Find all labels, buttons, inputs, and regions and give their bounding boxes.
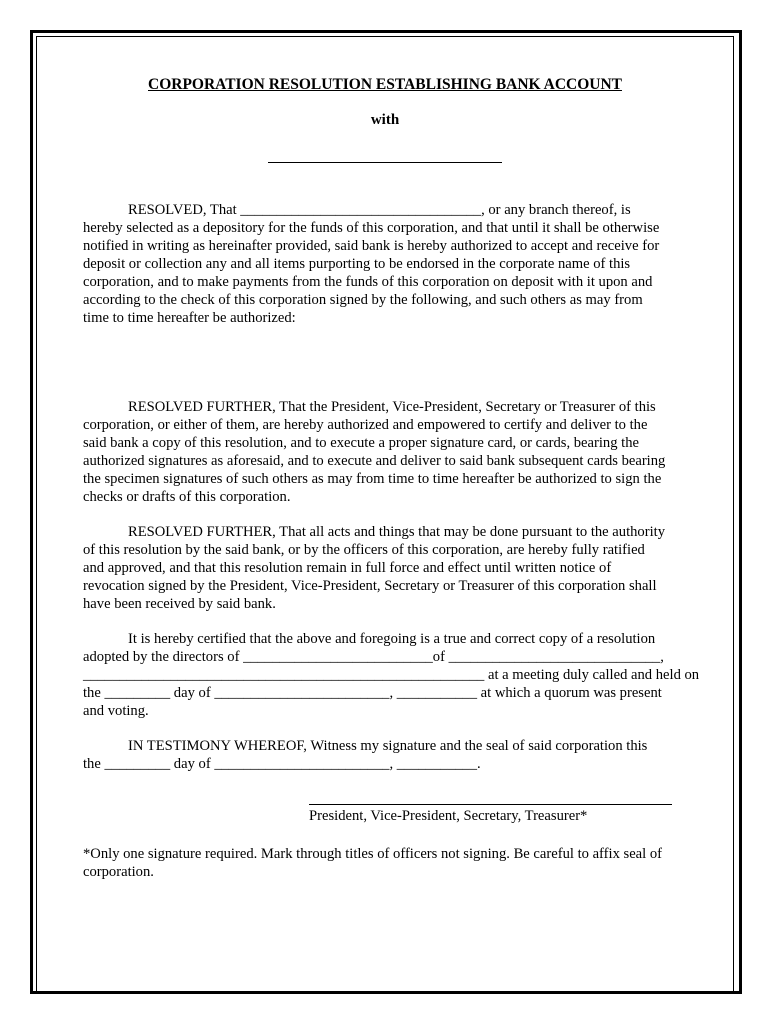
paragraph-line: of this resolution by the said bank, or by the officers of this corporation, are hereby fully ratified xyxy=(83,542,645,558)
resolved-paragraph xyxy=(83,201,687,327)
paragraph-line: according to the check of this corporation signed by the following, and such others as may from xyxy=(83,292,643,308)
paragraph-line[interactable]: the _________ day of ________________________, ___________ at which a quorum was present xyxy=(83,685,662,701)
footnote-line: corporation. xyxy=(83,864,154,880)
resolved-further-paragraph-1 xyxy=(83,398,687,506)
paragraph-line: time to time hereafter be authorized: xyxy=(83,310,296,326)
document-title: CORPORATION RESOLUTION ESTABLISHING BANK ACCOUNT xyxy=(148,76,622,93)
paragraph-line: deposit or collection any and all items purporting to be endorsed in the corporate name of this xyxy=(83,256,631,272)
paragraph-line: said bank a copy of this resolution, and to execute a proper signature card, or cards, bearing the xyxy=(83,435,639,451)
certification-paragraph xyxy=(83,630,700,720)
footnote xyxy=(83,845,687,881)
paragraph-line[interactable]: adopted by the directors of __________________________of _____________________________, xyxy=(83,649,664,665)
paragraph-line: RESOLVED FURTHER, That the President, Vice-President, Secretary or Treasurer of this xyxy=(128,399,656,415)
paragraph-line[interactable]: the _________ day of ________________________, ___________. xyxy=(83,756,481,772)
paragraph-line: the specimen signatures of such others as may from time to time hereafter be authorized to sign the xyxy=(83,471,662,487)
signature-line[interactable] xyxy=(309,804,672,805)
paragraph-line: RESOLVED FURTHER, That all acts and things that may be done pursuant to the authority xyxy=(128,524,665,540)
paragraph-line: hereby selected as a depository for the funds of this corporation, and that until it shall be otherwise xyxy=(83,220,660,236)
paragraph-line: corporation, or either of them, are hereby authorized and empowered to certify and deliver to the xyxy=(83,417,648,433)
paragraph-line: have been received by said bank. xyxy=(83,596,276,612)
signature-label: President, Vice-President, Secretary, Treasurer* xyxy=(309,808,588,824)
paragraph-line: authorized signatures as aforesaid, and to execute and deliver to said bank subsequent cards bearing xyxy=(83,453,666,469)
paragraph-line[interactable]: _______________________________________________________ at a meeting duly called and held on xyxy=(83,667,700,683)
paragraph-line: and voting. xyxy=(83,703,149,719)
paragraph-line: It is hereby certified that the above and foregoing is a true and correct copy of a resolution xyxy=(128,631,656,647)
footnote-line: *Only one signature required. Mark through titles of officers not signing. Be careful to affix seal of xyxy=(83,846,663,862)
paragraph-line: notified in writing as hereinafter provided, said bank is hereby authorized to accept and receive for xyxy=(83,238,660,254)
paragraph-line: RESOLVED, That _________________________________, or any branch thereof, is xyxy=(128,202,631,218)
paragraph-line: revocation signed by the President, Vice-President, Secretary or Treasurer of this corporation shall xyxy=(83,578,657,594)
testimony-paragraph xyxy=(83,737,687,773)
document-subtitle: with xyxy=(370,112,400,128)
paragraph-line: corporation, and to make payments from the funds of this corporation on deposit with it upon and xyxy=(83,274,653,290)
bank-name-blank-line[interactable] xyxy=(268,162,502,163)
paragraph-line: IN TESTIMONY WHEREOF, Witness my signature and the seal of said corporation this xyxy=(128,738,648,754)
resolved-further-paragraph-2 xyxy=(83,523,687,613)
paragraph-line: checks or drafts of this corporation. xyxy=(83,489,291,505)
paragraph-line: and approved, and that this resolution remain in full force and effect until written notice of xyxy=(83,560,612,576)
